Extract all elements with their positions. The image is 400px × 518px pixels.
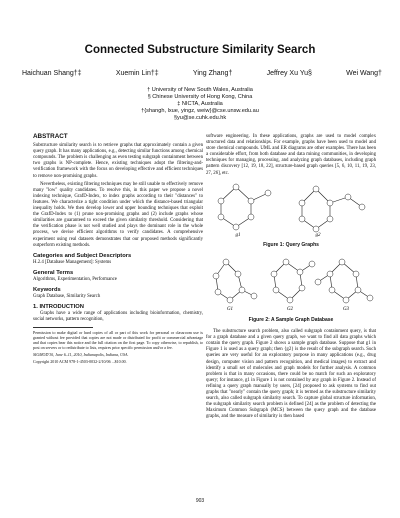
sample-database-figure	[206, 254, 376, 312]
categories-heading: Categories and Subject Descriptors	[33, 252, 132, 259]
general-terms-text: Algorithms, Experimentation, Performance	[33, 276, 117, 282]
figure-2	[206, 254, 376, 323]
abstract-paragraph: Nevertheless, existing filtering techniques may be still unable to effectively remove many "low" quality candidates. To resolve this, in this paper we propose a novel indexing technique, GrafD-Index, to index graphs according to their "distances" to features. We characterize a tight condition under which the distance-based triangular inequality holds. We then develop lower and upper bounding techniques that exploit the GrafD-Index to (1) prune non-promising graphs and (2) include graphs whose similarities are guaranteed to exceed the given similarity threshold. Considering that the verification phase is not well studied and plays the dominant role in the whole process, we devise efficient algorithms to verify candidates. A comprehensive experiment using real datasets demonstrates that our proposed methods significantly outperform existing methods.	[33, 181, 203, 248]
graph-label: g1	[235, 232, 241, 237]
intro-paragraph: Graphs have a wide range of applications including bioinformation, chemistry, social networks, pattern recognition,	[33, 311, 203, 323]
figure-1	[206, 179, 376, 248]
copyright-line: Copyright 2010 ACM 978-1-4503-0032-2/10/06 ...$10.00.	[33, 358, 127, 364]
affiliation-line: §yu@se.cuhk.edu.hk	[173, 115, 227, 122]
graph-label: G1	[226, 306, 234, 312]
affiliation-line: †{shangh, lxue, yingz, weiw}@cse.unsw.edu.au	[141, 108, 259, 115]
permission-notice: Permission to make digital or hard copies of all or part of this work for personal or classroom use is granted without fee provided that copies are not made or distributed for profit or commercial advantage and that copies bear this notice and the full citation on the first page. To copy otherwise, to republish, to post on servers or to redistribute to lists, requires prior specific permission and/or a fee.	[33, 329, 203, 350]
figure-1-caption: Figure 1: Query Graphs	[263, 241, 319, 248]
body-paragraph: The substructure search problem, also called subgraph containment query, is that for a graph database and a given query graph, we want to find all data graphs which contain the query graph. Figure 2 shows a sample graph database. Suppose that g1 in Figure 1 is used as a query graph; then {g2} is the result of the subgraph search. Such queries are very useful for an exploratory purpose in many applications (e.g., drug design, computer vision and pattern recognition, and medical images) to extract and identify a small set of molecules and graph models for further analysis. A common problem is that in many occasions, there could be no match for such an exploratory query; for instance, g1 in Figure 1 is not contained by any graph in Figure 2. Instead of refining a query graph manually by users, [24] proposed to ask systems to find out graphs that "nearly" contain the query graph; it is termed as the substructure similarity search, also called subgraph similarity search. To capture global structure information, the subgraph similarity search problem is defined [24] as the problem of detecting the Maximum Common Subgraph (MCS) between the query graph and the database graphs, and the measure of similarity is then based	[206, 329, 376, 420]
body-paragraph: software engineering. In these applications, graphs are used to model complex structured data and relationships. For example, graphs have been used to model and store chemical compounds. UML and ER diagrams are other examples. There has been a considerable effort, from both database and data mining communities, in developing techniques for managing, processing, and analyzing graph databases, including graph pattern discovery [12, 19, 18, 22], structure-based graph queries [5, 6, 10, 11, 19, 23, 27, 26], etc.	[206, 134, 376, 176]
general-terms-heading: General Terms	[33, 269, 74, 276]
query-graphs-figure	[206, 179, 376, 237]
affiliation-line: † University of New South Wales, Australia	[147, 87, 253, 93]
affiliation-line: ‡ NICTA, Australia	[177, 101, 223, 108]
graph-label: G3	[342, 306, 350, 312]
author: Ying Zhang†	[192, 70, 233, 77]
affiliation-line: § Chinese University of Hong Kong, China	[147, 94, 253, 101]
conference-line: SIGMOD'10, June 6–11, 2010, Indianapolis, Indiana, USA.	[33, 351, 129, 357]
categories-text: H.2.4 [Database Management]: Systems	[33, 259, 112, 265]
graph-label: G2	[286, 306, 294, 312]
abstract-heading: ABSTRACT	[33, 133, 68, 140]
paper-title: Connected Substructure Similarity Search	[84, 44, 316, 56]
author: Xuemin Lin†‡	[115, 70, 159, 77]
author: Wei Wang†	[346, 70, 382, 77]
author: Haichuan Shang†‡	[22, 70, 82, 77]
author-list	[22, 70, 382, 77]
right-column	[206, 134, 376, 422]
page-number: 903	[195, 498, 205, 504]
keywords-text: Graph Database, Similarity Search	[33, 294, 101, 300]
graph-label: g2	[315, 232, 321, 237]
keywords-heading: Keywords	[33, 287, 61, 294]
introduction-heading: 1. INTRODUCTION	[33, 304, 84, 311]
figure-2-caption: Figure 2: A Sample Graph Database	[248, 316, 334, 323]
abstract-paragraph: Substructure similarity search is to retrieve graphs that approximately contain a given query graph. It has many applications, e.g., detecting similar functions among chemical compounds. The problem is challenging as even testing subgraph containment between two graphs is NP-complete. Hence, existing techniques adopt the filtering-and-verification framework with the focus on developing effective and efficient techniques to remove non-promising graphs.	[33, 143, 203, 179]
author: Jeffrey Xu Yu§	[266, 70, 312, 77]
affiliations	[0, 87, 400, 122]
footnote-divider	[33, 327, 93, 328]
left-column	[33, 134, 203, 366]
